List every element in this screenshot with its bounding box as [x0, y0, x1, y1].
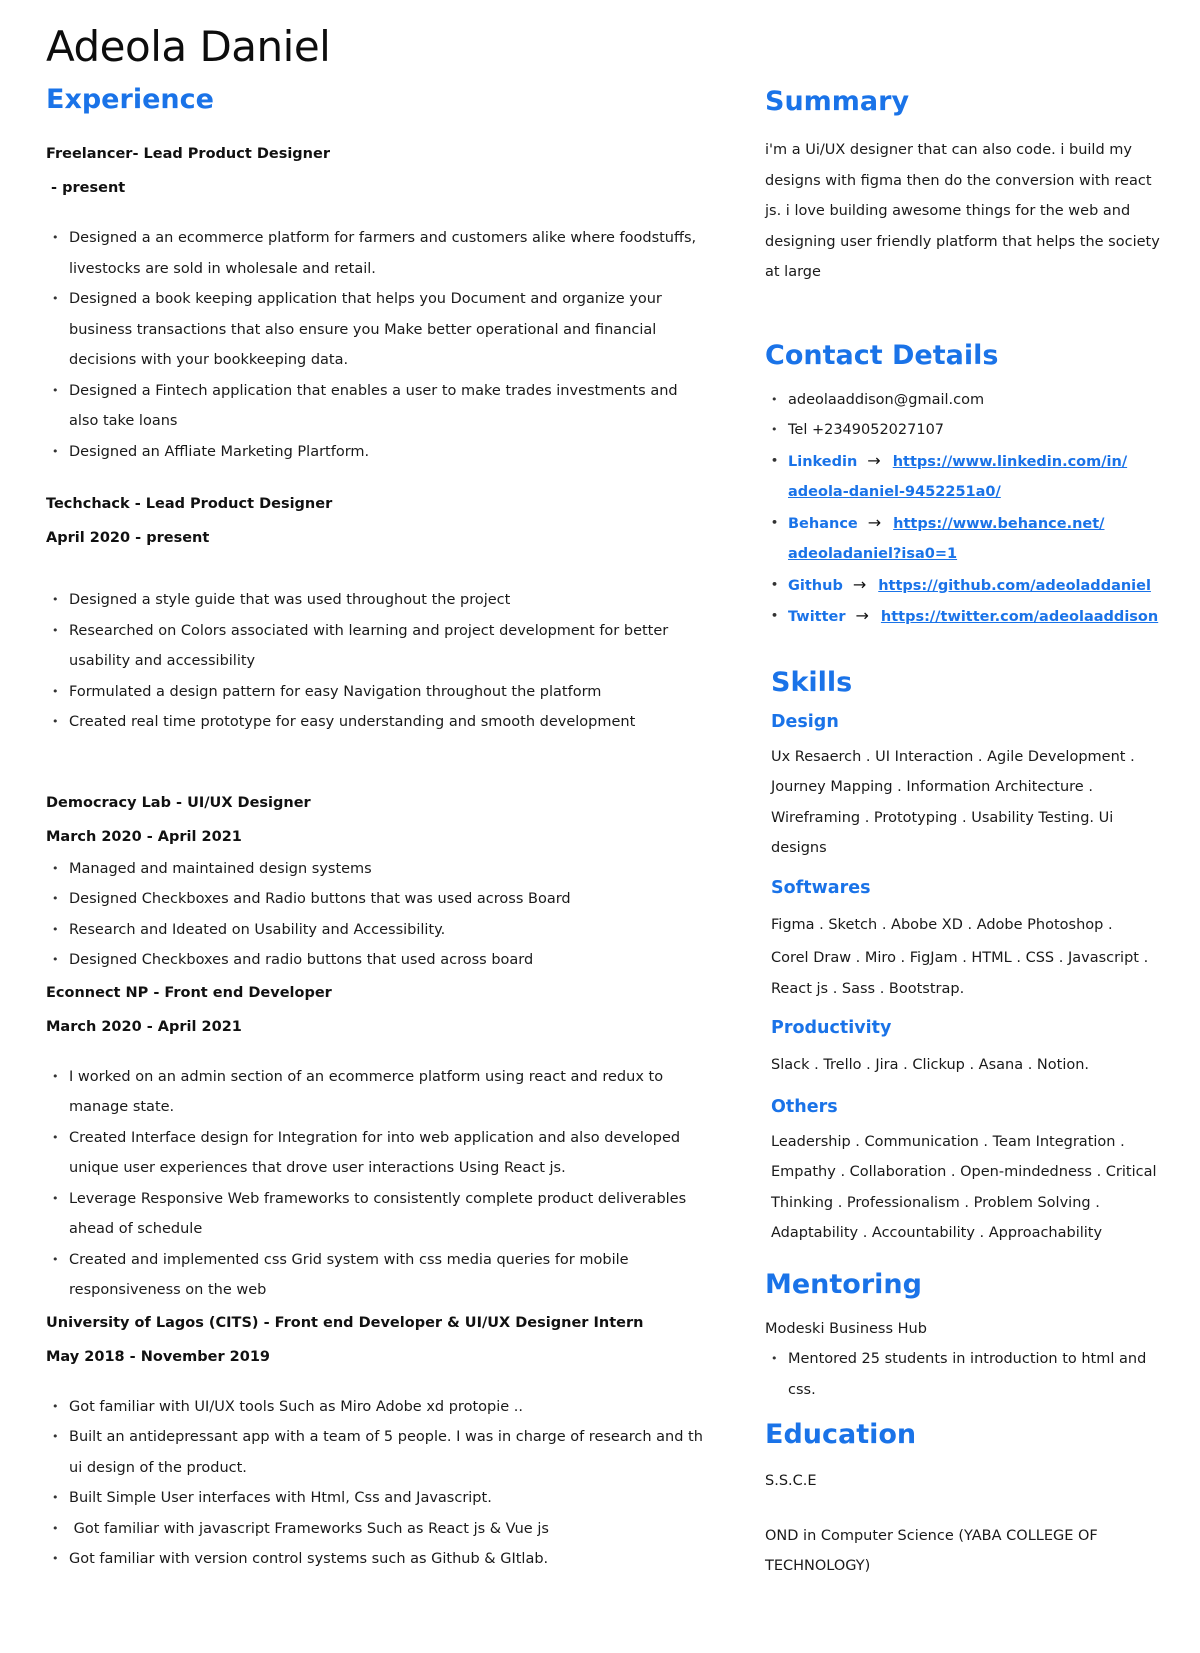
skill-group-list [771, 910, 1170, 1005]
list-item: • Got familiar with version control systems such as Github & GItlab. [46, 1544, 706, 1575]
job-bullets [46, 223, 706, 467]
list-item: • Designed Checkboxes and radio buttons that used across board [46, 945, 706, 976]
contact-tel: • Tel +2349052027107 [765, 415, 1170, 446]
job-date: April 2020 - present [46, 530, 210, 546]
list-item: • Created Interface design for Integration for into web application and also developed unique user experiences that drove user interactions Using React js. [46, 1123, 706, 1184]
skill-line: Leadership . Communication . Team Integration . [771, 1133, 1125, 1150]
link-text-line-1: https://www.linkedin.com/in/ [892, 453, 1128, 470]
link-text-line-1: https://www.behance.net/ [893, 515, 1105, 532]
twitter-link[interactable] [881, 609, 1158, 625]
job-bullets [46, 854, 706, 976]
skill-group-title: Others [771, 1096, 838, 1117]
list-item: • Formulated a design pattern for easy Navigation throughout the platform [46, 677, 706, 708]
list-item: • Built an antidepressant app with a team of 5 people. I was in charge of research and th ui design of the product. [46, 1422, 706, 1483]
link-text-line-2: adeola-daniel-9452251a0/ [788, 484, 1001, 500]
job-title: Democracy Lab - UI/UX Designer [46, 794, 311, 811]
skill-line: Ux Resaerch . UI Interaction . Agile Development . [771, 748, 1135, 765]
arrow-right-icon: → [867, 512, 882, 532]
contact-section [765, 340, 1170, 633]
job-entry [46, 487, 706, 738]
mentoring-bullets [765, 1344, 1170, 1405]
job-date: March 2020 - April 2021 [46, 1018, 242, 1035]
arrow-right-icon: → [867, 450, 881, 470]
summary-heading: Summary [765, 86, 910, 117]
education-section [765, 1419, 1170, 1582]
skill-group-list [771, 1127, 1170, 1249]
skill-group-title: Productivity [771, 1018, 892, 1038]
link-label: Behance [788, 515, 858, 532]
job-date: - present [46, 180, 126, 196]
skill-line: Empathy . Collaboration . Open-mindedness . Critical [771, 1164, 1157, 1180]
list-item: • Mentored 25 students in introduction to html and css. [765, 1344, 1170, 1405]
education-heading: Education [765, 1419, 917, 1450]
skill-group-list [771, 1050, 1170, 1081]
job-entry [46, 137, 706, 467]
skill-line: Figma . Sketch . Abobe XD . Adobe Photoshop . [771, 916, 1113, 933]
list-item: • Designed Checkboxes and Radio buttons that was used across Board [46, 884, 706, 915]
list-item: • Designed an Affliate Marketing Plartform. [46, 437, 706, 468]
skill-line: Corel Draw . Miro . FigJam . HTML . CSS . Javascript . [771, 950, 1149, 966]
list-item: • Created real time prototype for easy understanding and smooth development [46, 707, 706, 738]
list-item: • Created and implemented css Grid system with css media queries for mobile responsiveness on the web [46, 1245, 706, 1306]
list-item: • Researched on Colors associated with learning and project development for better usability and accessibility [46, 616, 706, 677]
mentoring-section [765, 1269, 1170, 1406]
skill-line: Thinking . Professionalism . Problem Solving . [771, 1194, 1100, 1211]
job-title: University of Lagos (CITS) - Front end Developer & UI/UX Designer Intern [46, 1314, 644, 1331]
list-item: • Designed a style guide that was used throughout the project [46, 585, 706, 616]
skill-line: Adaptability . Accountability . Approachability [771, 1225, 1103, 1241]
contact-list [765, 385, 1170, 633]
skill-group-title: Softwares [771, 877, 871, 898]
resume-name: Adeola Daniel [46, 22, 331, 71]
list-item: • Managed and maintained design systems [46, 854, 706, 885]
skill-group-list [771, 742, 1170, 864]
contact-behance [765, 508, 1170, 570]
contact-twitter [765, 601, 1170, 633]
job-title: Econnect NP - Front end Developer [46, 984, 332, 1001]
list-item: • Built Simple User interfaces with Html, Css and Javascript. [46, 1483, 706, 1514]
contact-heading: Contact Details [765, 339, 999, 371]
skill-line: React js . Sass . Bootstrap. [771, 980, 965, 997]
contact-linkedin [765, 446, 1170, 508]
link-text: https://github.com/adeoladdaniel [878, 577, 1151, 594]
job-title: Techchack - Lead Product Designer [46, 496, 333, 512]
list-item: • Designed a book keeping application that helps you Document and organize your business transactions that also ensure you Make better operational and financial decisions with your bookkeeping data. [46, 284, 706, 376]
education-item: OND in Computer Science (YABA COLLEGE OF TECHNOLOGY) [765, 1527, 1098, 1574]
contact-github [765, 570, 1170, 602]
job-bullets [46, 1392, 706, 1575]
list-item: • Got familiar with UI/UX tools Such as Miro Adobe xd protopie .. [46, 1392, 706, 1423]
skills-section [771, 667, 1170, 1249]
list-item: • Designed a an ecommerce platform for farmers and customers alike where foodstuffs, livestocks are sold in wholesale and retail. [46, 223, 706, 284]
skill-line: Journey Mapping . Information Architecture . [771, 779, 1093, 795]
sidebar-column [765, 84, 1170, 1582]
skill-line: Slack . Trello . Jira . Clickup . Asana . Notion. [771, 1057, 1090, 1073]
education-item: S.S.C.E [765, 1473, 817, 1489]
job-entry [46, 786, 706, 976]
link-label: Linkedin [788, 453, 858, 470]
skill-group-title: Design [771, 711, 839, 732]
list-item: • Leverage Responsive Web frameworks to consistently complete product deliverables ahead of schedule [46, 1184, 706, 1245]
job-date: May 2018 - November 2019 [46, 1348, 270, 1365]
job-title: Freelancer- Lead Product Designer [46, 146, 330, 162]
arrow-right-icon: → [855, 606, 869, 625]
list-item: • Research and Ideated on Usability and Accessibility. [46, 915, 706, 946]
list-item: • I worked on an admin section of an ecommerce platform using react and redux to manage state. [46, 1062, 706, 1123]
link-label: Github [788, 577, 843, 594]
skill-line: Wireframing . Prototyping . Usability Testing. Ui designs [771, 809, 1114, 856]
list-item: • Got familiar with javascript Frameworks Such as React js & Vue js [46, 1514, 706, 1545]
job-bullets [46, 1062, 706, 1306]
mentoring-heading: Mentoring [765, 1268, 922, 1300]
job-entry [46, 1306, 706, 1575]
summary-section [765, 86, 1170, 288]
job-entry [46, 976, 706, 1306]
job-bullets [46, 585, 706, 738]
arrow-right-icon: → [852, 574, 867, 594]
skills-heading: Skills [771, 666, 853, 698]
list-item: • Designed a Fintech application that enables a user to make trades investments and also take loans [46, 376, 706, 437]
github-link[interactable] [878, 578, 1151, 594]
experience-section [46, 84, 706, 1575]
experience-heading: Experience [46, 84, 214, 115]
mentoring-org: Modeski Business Hub [765, 1320, 927, 1337]
link-text-line-2: adeoladaniel?isa0=1 [788, 546, 958, 562]
job-date: March 2020 - April 2021 [46, 828, 242, 845]
contact-email: • adeolaaddison@gmail.com [765, 385, 1170, 416]
link-label: Twitter [788, 609, 846, 625]
link-text: https://twitter.com/adeolaaddison [880, 609, 1159, 625]
summary-text: i'm a Ui/UX designer that can also code. i build my designs with figma then do the conversion with react js. i love building awesome things for the web and designing user friendly platform that helps the society at large [765, 142, 1160, 280]
